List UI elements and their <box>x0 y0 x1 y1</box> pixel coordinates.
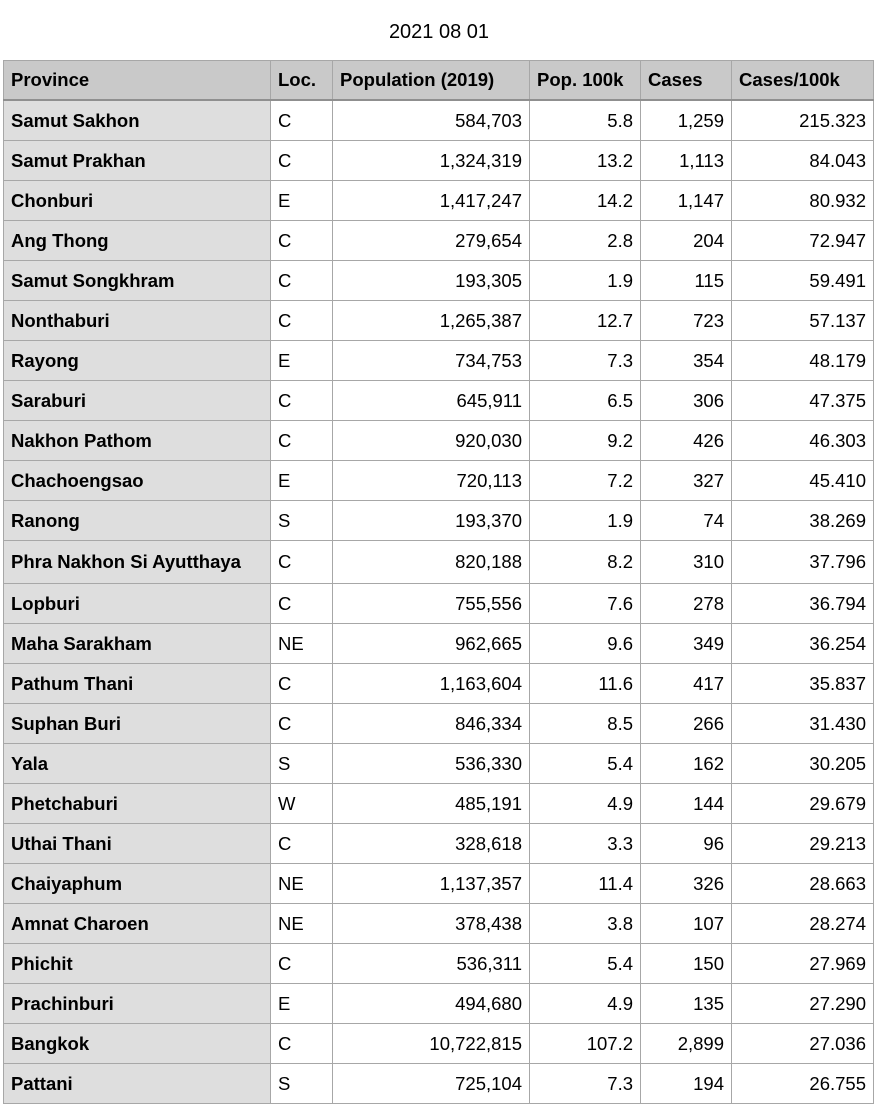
loc-cell: C <box>271 301 333 341</box>
column-header-loc: Loc. <box>271 61 333 101</box>
loc-cell: C <box>271 944 333 984</box>
pop-100k-cell: 8.2 <box>530 541 641 584</box>
cases-cell: 204 <box>641 221 732 261</box>
province-cell: Nakhon Pathom <box>4 421 271 461</box>
province-cell: Nonthaburi <box>4 301 271 341</box>
population-cell: 485,191 <box>333 784 530 824</box>
cases-per-100k-cell: 27.969 <box>732 944 874 984</box>
table-row <box>4 1024 874 1064</box>
population-cell: 584,703 <box>333 100 530 141</box>
province-cell: Maha Sarakham <box>4 624 271 664</box>
table-row <box>4 904 874 944</box>
cases-cell: 107 <box>641 904 732 944</box>
province-cell: Ang Thong <box>4 221 271 261</box>
province-cell: Samut Prakhan <box>4 141 271 181</box>
pop-100k-cell: 12.7 <box>530 301 641 341</box>
population-cell: 1,324,319 <box>333 141 530 181</box>
table-header-row <box>4 61 874 101</box>
pop-100k-cell: 7.2 <box>530 461 641 501</box>
cases-cell: 162 <box>641 744 732 784</box>
cases-per-100k-cell: 72.947 <box>732 221 874 261</box>
province-cell: Chonburi <box>4 181 271 221</box>
province-cell: Phichit <box>4 944 271 984</box>
cases-per-100k-cell: 29.213 <box>732 824 874 864</box>
cases-per-100k-cell: 28.663 <box>732 864 874 904</box>
cases-per-100k-cell: 36.794 <box>732 584 874 624</box>
cases-cell: 115 <box>641 261 732 301</box>
pop-100k-cell: 3.8 <box>530 904 641 944</box>
loc-cell: E <box>271 984 333 1024</box>
cases-per-100k-cell: 46.303 <box>732 421 874 461</box>
population-cell: 536,311 <box>333 944 530 984</box>
pop-100k-cell: 2.8 <box>530 221 641 261</box>
province-cell: Yala <box>4 744 271 784</box>
pop-100k-cell: 4.9 <box>530 984 641 1024</box>
table-body <box>4 100 874 1104</box>
cases-cell: 266 <box>641 704 732 744</box>
table-row <box>4 541 874 584</box>
cases-cell: 1,147 <box>641 181 732 221</box>
cases-per-100k-cell: 80.932 <box>732 181 874 221</box>
cases-cell: 74 <box>641 501 732 541</box>
population-cell: 720,113 <box>333 461 530 501</box>
province-cell: Phra Nakhon Si Ayutthaya <box>4 541 271 584</box>
table-row <box>4 704 874 744</box>
pop-100k-cell: 5.4 <box>530 944 641 984</box>
population-cell: 725,104 <box>333 1064 530 1104</box>
column-header-cases: Cases <box>641 61 732 101</box>
loc-cell: S <box>271 501 333 541</box>
pop-100k-cell: 7.3 <box>530 341 641 381</box>
province-cell: Bangkok <box>4 1024 271 1064</box>
cases-cell: 723 <box>641 301 732 341</box>
population-cell: 193,370 <box>333 501 530 541</box>
loc-cell: C <box>271 221 333 261</box>
pop-100k-cell: 5.8 <box>530 100 641 141</box>
pop-100k-cell: 1.9 <box>530 261 641 301</box>
loc-cell: W <box>271 784 333 824</box>
cases-per-100k-cell: 35.837 <box>732 664 874 704</box>
population-cell: 962,665 <box>333 624 530 664</box>
cases-per-100k-cell: 27.290 <box>732 984 874 1024</box>
province-cell: Lopburi <box>4 584 271 624</box>
population-cell: 920,030 <box>333 421 530 461</box>
table-row <box>4 221 874 261</box>
population-cell: 1,417,247 <box>333 181 530 221</box>
cases-cell: 310 <box>641 541 732 584</box>
cases-per-100k-cell: 30.205 <box>732 744 874 784</box>
province-cell: Pathum Thani <box>4 664 271 704</box>
table-row <box>4 301 874 341</box>
population-cell: 328,618 <box>333 824 530 864</box>
cases-per-100k-cell: 28.274 <box>732 904 874 944</box>
table-row <box>4 584 874 624</box>
population-cell: 378,438 <box>333 904 530 944</box>
province-cell: Samut Sakhon <box>4 100 271 141</box>
loc-cell: C <box>271 1024 333 1064</box>
province-cell: Ranong <box>4 501 271 541</box>
cases-cell: 306 <box>641 381 732 421</box>
table-row <box>4 744 874 784</box>
table-row <box>4 181 874 221</box>
province-cell: Chaiyaphum <box>4 864 271 904</box>
province-cases-table <box>3 60 874 1104</box>
pop-100k-cell: 107.2 <box>530 1024 641 1064</box>
province-cell: Chachoengsao <box>4 461 271 501</box>
loc-cell: C <box>271 261 333 301</box>
cases-per-100k-cell: 47.375 <box>732 381 874 421</box>
cases-cell: 1,113 <box>641 141 732 181</box>
cases-per-100k-cell: 26.755 <box>732 1064 874 1104</box>
column-header-pop-100k: Pop. 100k <box>530 61 641 101</box>
column-header-population: Population (2019) <box>333 61 530 101</box>
population-cell: 734,753 <box>333 341 530 381</box>
province-cell: Saraburi <box>4 381 271 421</box>
pop-100k-cell: 1.9 <box>530 501 641 541</box>
loc-cell: NE <box>271 904 333 944</box>
population-cell: 846,334 <box>333 704 530 744</box>
column-header-province: Province <box>4 61 271 101</box>
cases-cell: 144 <box>641 784 732 824</box>
population-cell: 645,911 <box>333 381 530 421</box>
loc-cell: C <box>271 584 333 624</box>
table-row <box>4 824 874 864</box>
loc-cell: E <box>271 341 333 381</box>
cases-per-100k-cell: 45.410 <box>732 461 874 501</box>
column-header-cases-per-100k: Cases/100k <box>732 61 874 101</box>
table-row <box>4 100 874 141</box>
population-cell: 1,163,604 <box>333 664 530 704</box>
cases-cell: 426 <box>641 421 732 461</box>
cases-cell: 2,899 <box>641 1024 732 1064</box>
pop-100k-cell: 13.2 <box>530 141 641 181</box>
province-cell: Prachinburi <box>4 984 271 1024</box>
cases-cell: 1,259 <box>641 100 732 141</box>
loc-cell: NE <box>271 624 333 664</box>
pop-100k-cell: 9.6 <box>530 624 641 664</box>
cases-cell: 135 <box>641 984 732 1024</box>
province-cell: Rayong <box>4 341 271 381</box>
pop-100k-cell: 7.6 <box>530 584 641 624</box>
loc-cell: C <box>271 704 333 744</box>
cases-per-100k-cell: 84.043 <box>732 141 874 181</box>
table-row <box>4 944 874 984</box>
cases-cell: 349 <box>641 624 732 664</box>
population-cell: 820,188 <box>333 541 530 584</box>
pop-100k-cell: 9.2 <box>530 421 641 461</box>
cases-cell: 326 <box>641 864 732 904</box>
cases-cell: 278 <box>641 584 732 624</box>
province-cell: Samut Songkhram <box>4 261 271 301</box>
population-cell: 279,654 <box>333 221 530 261</box>
loc-cell: E <box>271 461 333 501</box>
province-cell: Pattani <box>4 1064 271 1104</box>
cases-per-100k-cell: 31.430 <box>732 704 874 744</box>
table-row <box>4 784 874 824</box>
pop-100k-cell: 5.4 <box>530 744 641 784</box>
cases-per-100k-cell: 27.036 <box>732 1024 874 1064</box>
population-cell: 1,137,357 <box>333 864 530 904</box>
province-cell: Phetchaburi <box>4 784 271 824</box>
population-cell: 10,722,815 <box>333 1024 530 1064</box>
loc-cell: C <box>271 100 333 141</box>
table-title: 2021 08 01 <box>388 21 490 43</box>
province-cell: Uthai Thani <box>4 824 271 864</box>
loc-cell: C <box>271 381 333 421</box>
province-cell: Amnat Charoen <box>4 904 271 944</box>
cases-cell: 327 <box>641 461 732 501</box>
table-row <box>4 664 874 704</box>
pop-100k-cell: 11.6 <box>530 664 641 704</box>
table-row <box>4 501 874 541</box>
table-row <box>4 1064 874 1104</box>
table-row <box>4 421 874 461</box>
cases-per-100k-cell: 59.491 <box>732 261 874 301</box>
loc-cell: NE <box>271 864 333 904</box>
cases-per-100k-cell: 57.137 <box>732 301 874 341</box>
loc-cell: C <box>271 421 333 461</box>
table-row <box>4 984 874 1024</box>
population-cell: 1,265,387 <box>333 301 530 341</box>
cases-per-100k-cell: 36.254 <box>732 624 874 664</box>
cases-cell: 150 <box>641 944 732 984</box>
loc-cell: C <box>271 664 333 704</box>
table-row <box>4 261 874 301</box>
cases-cell: 354 <box>641 341 732 381</box>
pop-100k-cell: 3.3 <box>530 824 641 864</box>
population-cell: 494,680 <box>333 984 530 1024</box>
cases-per-100k-cell: 29.679 <box>732 784 874 824</box>
table-row <box>4 141 874 181</box>
pop-100k-cell: 4.9 <box>530 784 641 824</box>
cases-per-100k-cell: 37.796 <box>732 541 874 584</box>
loc-cell: E <box>271 181 333 221</box>
loc-cell: S <box>271 1064 333 1104</box>
cases-cell: 96 <box>641 824 732 864</box>
province-cell: Suphan Buri <box>4 704 271 744</box>
pop-100k-cell: 14.2 <box>530 181 641 221</box>
table-row <box>4 341 874 381</box>
population-cell: 755,556 <box>333 584 530 624</box>
loc-cell: C <box>271 541 333 584</box>
table-row <box>4 624 874 664</box>
pop-100k-cell: 11.4 <box>530 864 641 904</box>
population-cell: 193,305 <box>333 261 530 301</box>
pop-100k-cell: 6.5 <box>530 381 641 421</box>
table-row <box>4 381 874 421</box>
cases-cell: 417 <box>641 664 732 704</box>
pop-100k-cell: 8.5 <box>530 704 641 744</box>
cases-per-100k-cell: 215.323 <box>732 100 874 141</box>
population-cell: 536,330 <box>333 744 530 784</box>
table-row <box>4 864 874 904</box>
cases-per-100k-cell: 38.269 <box>732 501 874 541</box>
loc-cell: C <box>271 824 333 864</box>
loc-cell: S <box>271 744 333 784</box>
cases-per-100k-cell: 48.179 <box>732 341 874 381</box>
loc-cell: C <box>271 141 333 181</box>
pop-100k-cell: 7.3 <box>530 1064 641 1104</box>
cases-cell: 194 <box>641 1064 732 1104</box>
table-row <box>4 461 874 501</box>
